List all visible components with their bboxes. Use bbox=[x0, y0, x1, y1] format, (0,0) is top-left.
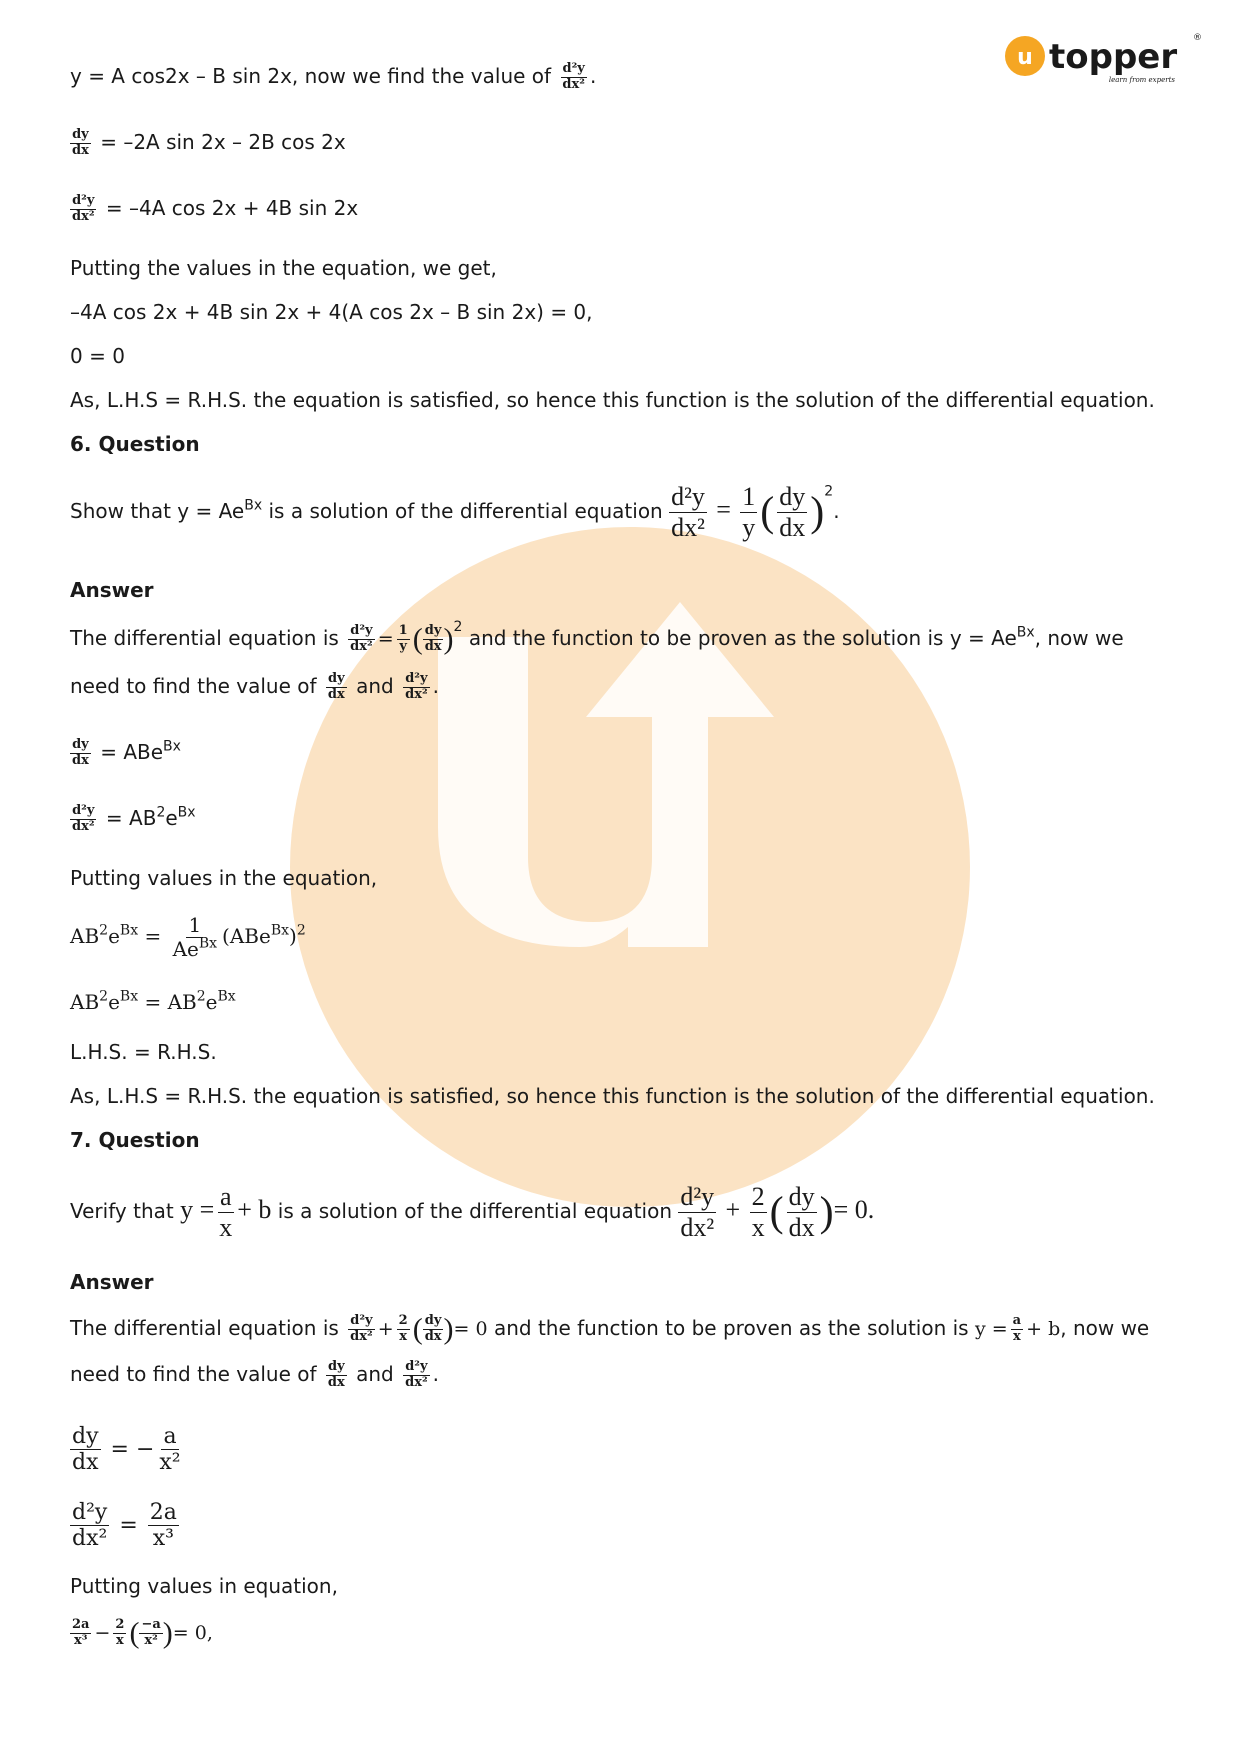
equation-line: $\frac{dy}{dx}$ = –2A sin 2x – 2B cos 2x bbox=[72, 127, 346, 158]
equation-line: $AB^2e^{Bx} = AB^2e^{Bx}$ bbox=[70, 988, 236, 1014]
question-6-prompt: Show that $y = Ae^{Bx}$ is a solution of the differential equation $\frac{\text{d²y}}{\text{dx²}}$ = $\frac{1}{y}$ ( $\frac{dy}{dx}$ )$^2$. bbox=[70, 482, 840, 542]
text-line: As, L.H.S = R.H.S. the equation is satisfied, so hence this function is the solution of the differential equation. bbox=[70, 388, 1155, 412]
equation-line: $\frac{\text{d²y}}{\text{dx²}}$ = $AB^2e^{Bx}$ bbox=[72, 803, 196, 834]
equation-line: $\frac{\text{d²y}}{\text{dx²}}$ = –4A cos 2x + 4B sin 2x bbox=[72, 193, 359, 224]
text-line: L.H.S. = R.H.S. bbox=[70, 1040, 217, 1064]
equation-line: $\frac{2a}{\text{x³}}$ − $\frac{2}{x}$ ( $\frac{-a}{\text{x²}}$ )= 0, bbox=[72, 1616, 213, 1650]
text-line: As, L.H.S = R.H.S. the equation is satisfied, so hence this function is the solution of the differential equation. bbox=[70, 1084, 1155, 1108]
registered-mark: ® bbox=[1193, 33, 1202, 43]
question-6-heading: 6. Question bbox=[70, 432, 200, 456]
text-line: Putting the values in the equation, we get, bbox=[70, 256, 497, 280]
equation-line: –4A cos 2x + 4B sin 2x + 4(A cos 2x – B sin 2x) = 0, bbox=[70, 300, 593, 324]
equation-line: $\frac{dy}{dx}$ = ABe$^{Bx}$ bbox=[72, 737, 181, 768]
answer-text: need to find the value of $\frac{dy}{dx}$ and $\frac{\text{d²y}}{\text{dx²}}$ . bbox=[70, 1359, 440, 1390]
question-7-prompt: Verify that y = $\frac{a}{x}$ + b is a solution of the differential equation $\frac{\text{d²y}}{\text{dx²}}$ + $\frac{2}{x}$ ( $\frac{dy}{dx}$ )= 0. bbox=[70, 1182, 875, 1242]
logo-wordmark: topper bbox=[1049, 37, 1178, 77]
logo-icon-letter: u bbox=[1017, 45, 1033, 70]
answer-heading: Answer bbox=[70, 1270, 154, 1294]
equation-line: 0 = 0 bbox=[70, 344, 125, 368]
equation-line: $\frac{dy}{dx}$ = − $\frac{a}{\text{x²}}$ bbox=[72, 1424, 181, 1476]
answer-text: The differential equation is $\frac{\text{d²y}}{\text{dx²}}$ + $\frac{2}{x}$ ( $\frac{dy}{dx}$ )= 0 and the function to be proven as the solution is y = $\frac{a}{x}$ + b, now we bbox=[70, 1312, 1150, 1346]
answer-text: The differential equation is $\frac{\text{d²y}}{\text{dx²}}$ = $\frac{1}{y}$ ( $\frac{dy}{dx}$ )$^2$ and the function to be proven as the solution is $y = Ae^{Bx}$, now we bbox=[70, 618, 1124, 656]
text-line: y = A cos2x – B sin 2x, now we find the value of $\frac{\text{d²y}}{\text{dx²}}$ . bbox=[70, 61, 597, 92]
answer-text: need to find the value of $\frac{dy}{dx}$ and $\frac{\text{d²y}}{\text{dx²}}$ . bbox=[70, 671, 440, 702]
question-7-heading: 7. Question bbox=[70, 1128, 200, 1152]
answer-heading: Answer bbox=[70, 578, 154, 602]
equation-line: $AB^2e^{Bx}$ = $\frac{1}{Ae^{Bx}}$ $(ABe^{Bx})^2$ bbox=[70, 913, 306, 961]
text-line: Putting values in equation, bbox=[70, 1574, 338, 1598]
logo-tagline: learn from experts bbox=[1108, 76, 1175, 84]
text-line: Putting values in the equation, bbox=[70, 866, 378, 890]
equation-line: $\frac{\text{d²y}}{\text{dx²}}$ = $\frac{2a}{\text{x³}}$ bbox=[72, 1500, 177, 1552]
topper-logo bbox=[1003, 28, 1203, 92]
